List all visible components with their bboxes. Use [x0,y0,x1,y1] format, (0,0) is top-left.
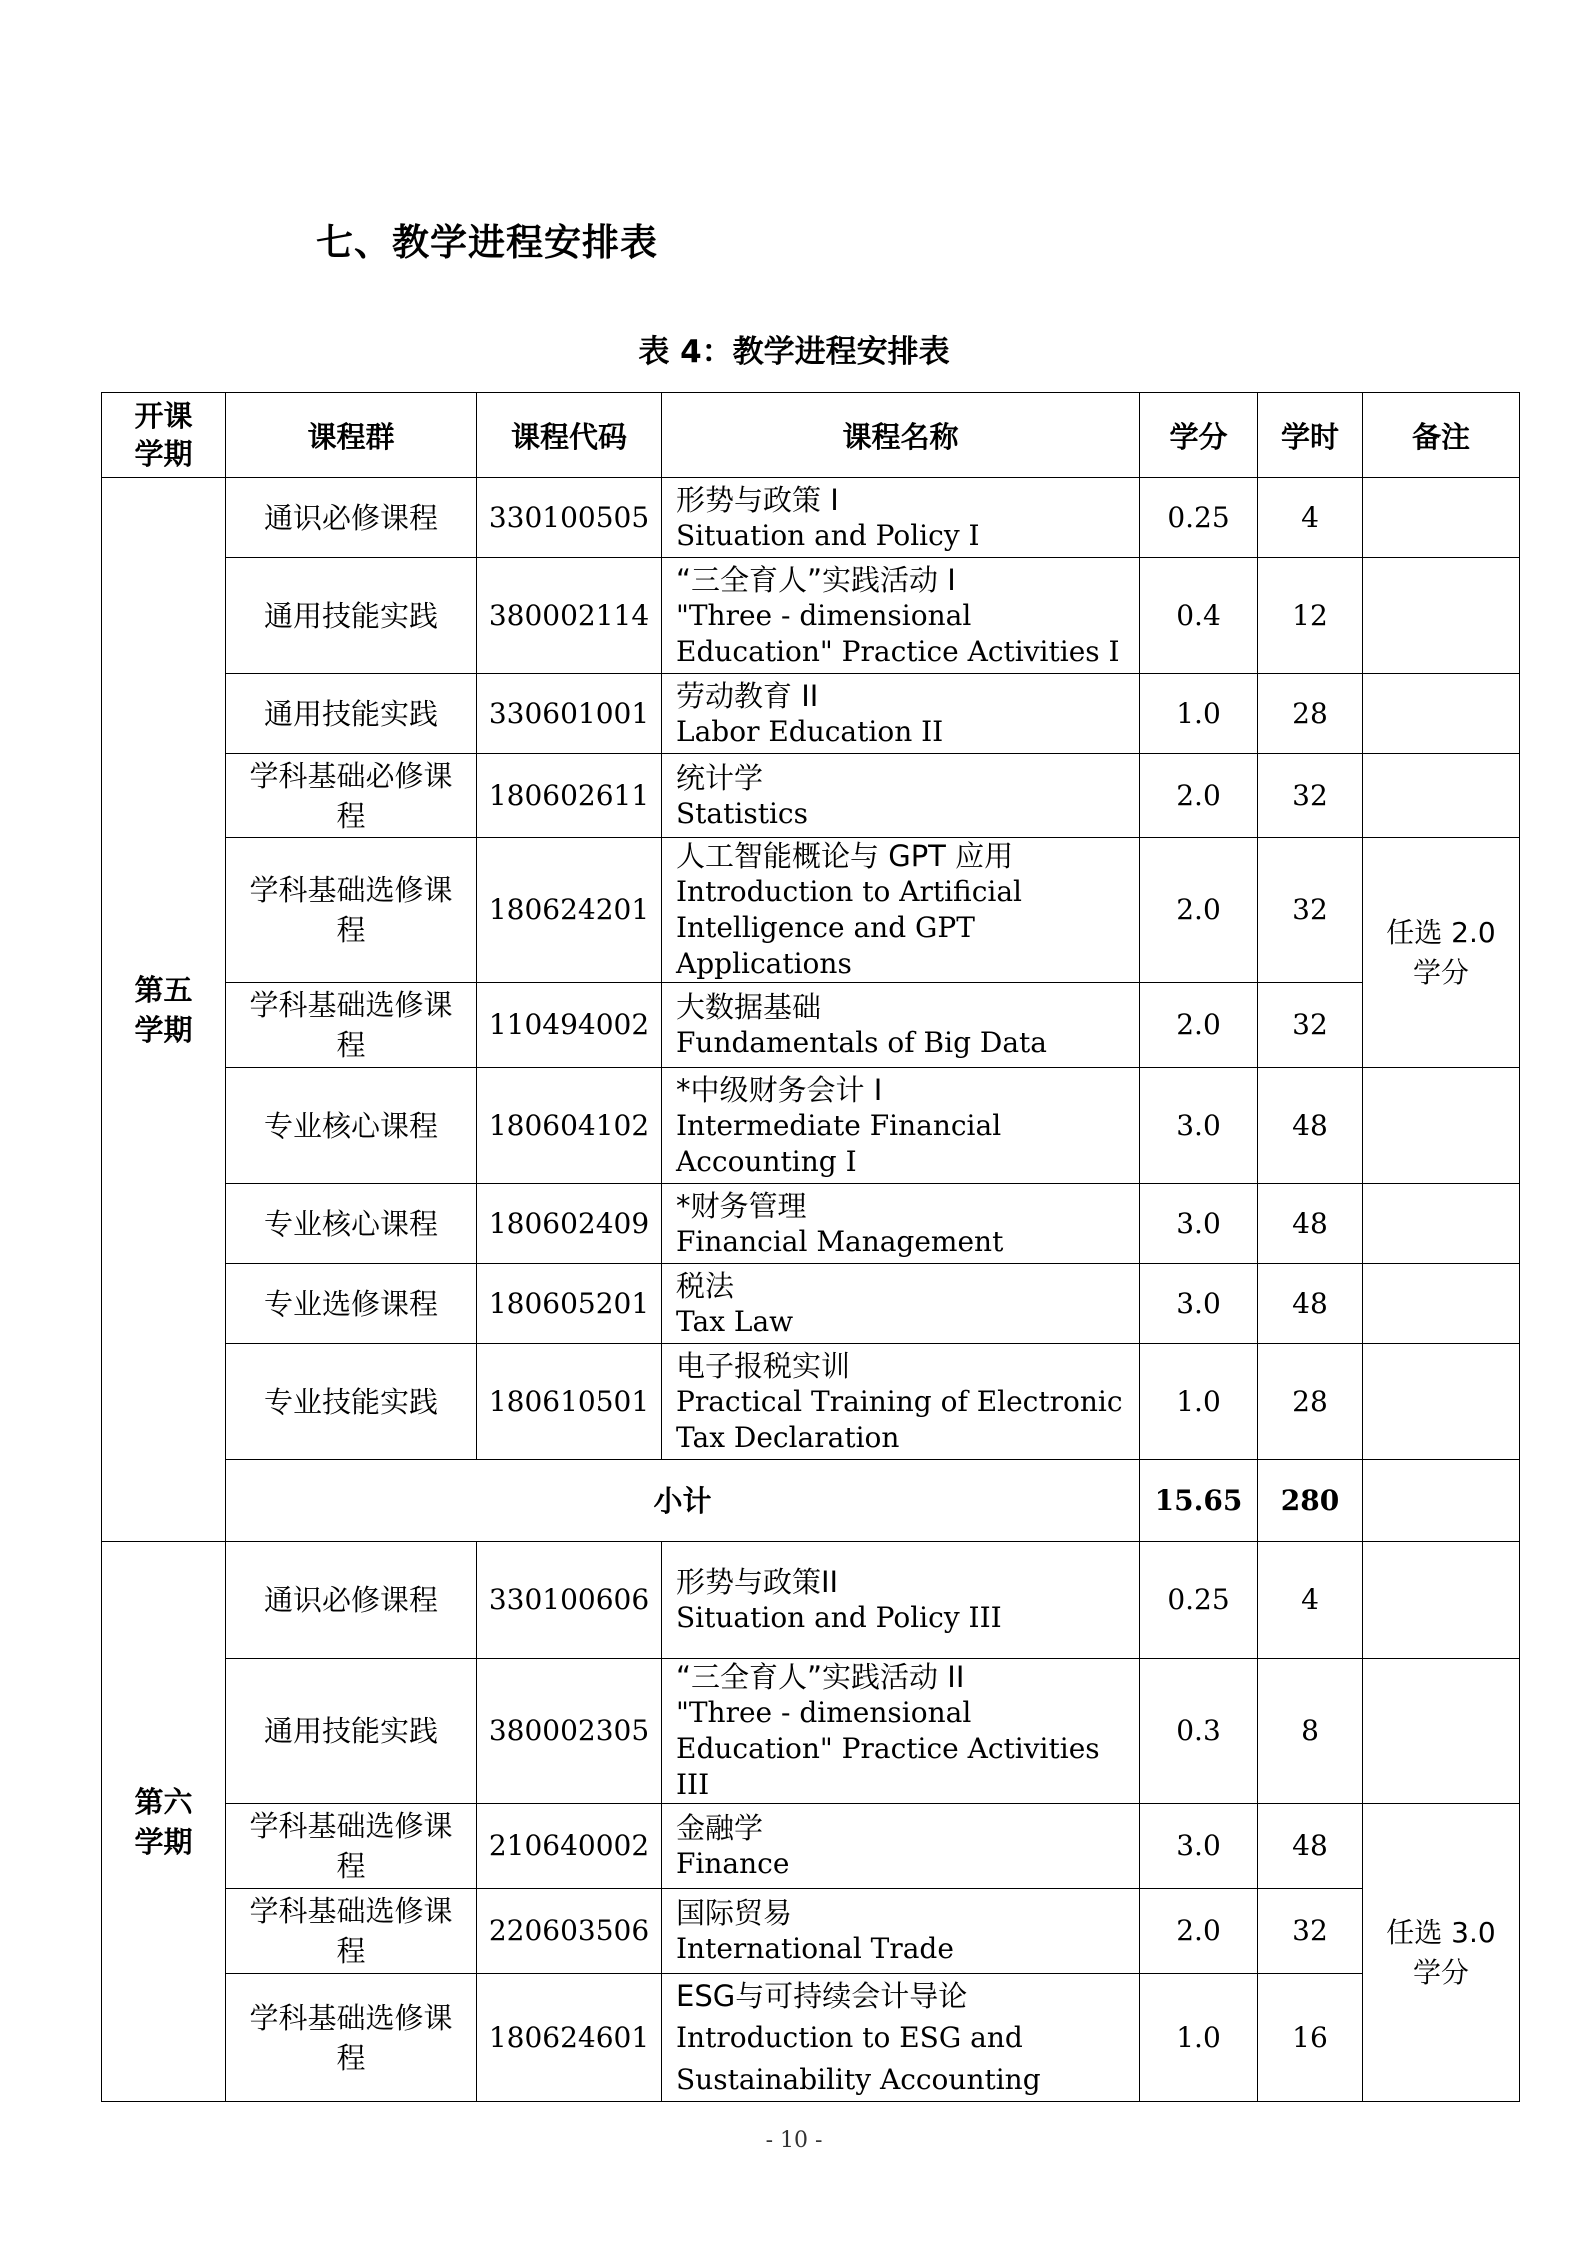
subtotal-row [102,1460,1520,1542]
course-credit: 1.0 [1140,674,1258,754]
course-hours: 12 [1258,558,1363,674]
table-row [102,1804,1520,1889]
subtotal-hours: 280 [1258,1460,1363,1542]
course-hours: 32 [1258,838,1363,983]
semester-5-label: 第五 学期 [102,478,226,1542]
course-group: 通识必修课程 [226,478,477,558]
table-row [102,1184,1520,1264]
course-group: 通识必修课程 [226,1542,477,1659]
course-hours: 32 [1258,754,1363,838]
table-row [102,1344,1520,1460]
header-code: 课程代码 [477,393,662,478]
subtotal-label: 小计 [226,1460,1140,1542]
course-credit: 2.0 [1140,983,1258,1068]
course-hours: 32 [1258,983,1363,1068]
course-credit: 1.0 [1140,1974,1258,2102]
course-name-en: Introduction to Artificial Intelligence and GPT Applications [676,875,1023,980]
header-row [102,393,1520,478]
course-name-en: Tax Law [676,1304,794,1338]
table-row [102,1659,1520,1804]
course-name-zh: “三全育人”实践活动 I [676,562,956,597]
course-name [662,1889,1140,1974]
course-code: 210640002 [477,1804,662,1889]
header-group: 课程群 [226,393,477,478]
course-name-zh: 劳动教育 II [676,678,819,713]
course-group: 专业核心课程 [226,1068,477,1184]
course-name-zh: 统计学 [676,760,764,795]
header-credit: 学分 [1140,393,1258,478]
course-hours: 48 [1258,1264,1363,1344]
course-note [1363,1344,1520,1460]
subtotal-credit: 15.65 [1140,1460,1258,1542]
course-name-en: Introduction to ESG and Sustainability Accounting [676,2020,1041,2096]
course-name-zh: *财务管理 [676,1188,807,1223]
course-name-zh: 国际贸易 [676,1896,793,1930]
header-note: 备注 [1363,393,1520,478]
course-group: 学科基础选修课程 [226,1974,477,2102]
table-row [102,983,1520,1068]
course-name [662,1344,1140,1460]
course-group: 通用技能实践 [226,674,477,754]
course-hours: 48 [1258,1184,1363,1264]
course-hours: 28 [1258,1344,1363,1460]
course-name-en: "Three - dimensional Education" Practice Activities III [676,1696,1100,1801]
course-name [662,1184,1140,1264]
course-code: 220603506 [477,1889,662,1974]
table-row [102,838,1520,983]
table-row [102,674,1520,754]
course-name-zh: 大数据基础 [676,990,822,1024]
course-note [1363,558,1520,674]
course-name-en: Situation and Policy III [676,1601,1002,1634]
course-group: 学科基础选修课程 [226,1889,477,1974]
course-name [662,838,1140,983]
table-row [102,1068,1520,1184]
course-credit: 2.0 [1140,1889,1258,1974]
header-hours: 学时 [1258,393,1363,478]
course-credit: 3.0 [1140,1804,1258,1889]
course-code: 180602611 [477,754,662,838]
course-group: 专业选修课程 [226,1264,477,1344]
table-row [102,1264,1520,1344]
course-credit: 3.0 [1140,1264,1258,1344]
course-hours: 16 [1258,1974,1363,2102]
course-name [662,674,1140,754]
course-name [662,1542,1140,1659]
course-credit: 2.0 [1140,838,1258,983]
course-hours: 8 [1258,1659,1363,1804]
course-hours: 48 [1258,1068,1363,1184]
header-name: 课程名称 [662,393,1140,478]
course-name-en: Labor Education II [676,714,944,748]
course-credit: 0.25 [1140,478,1258,558]
course-credit: 1.0 [1140,1344,1258,1460]
course-name [662,558,1140,674]
course-name [662,754,1140,838]
course-code: 330100505 [477,478,662,558]
course-name-en: Fundamentals of Big Data [676,1026,1047,1059]
course-hours: 4 [1258,1542,1363,1659]
course-name-zh: 人工智能概论与 GPT 应用 [676,839,1014,873]
section-heading: 七、教学进程安排表 [316,221,658,264]
course-name-zh: 形势与政策 I [676,482,839,517]
course-credit: 3.0 [1140,1184,1258,1264]
course-name-zh: 形势与政策II [676,1565,839,1599]
course-name-zh: 税法 [676,1268,735,1303]
course-credit: 0.3 [1140,1659,1258,1804]
table-row [102,1974,1520,2102]
course-name-zh: “三全育人”实践活动 II [676,1660,965,1694]
course-name-en: "Three - dimensional Education" Practice Activities I [676,598,1120,668]
course-name-zh: *中级财务会计 I [676,1072,883,1107]
course-group: 学科基础选修课程 [226,838,477,983]
course-note [1363,1542,1520,1659]
course-group: 通用技能实践 [226,1659,477,1804]
course-name-en: Practical Training of Electronic Tax Declaration [676,1384,1123,1454]
course-hours: 4 [1258,478,1363,558]
course-code: 180624201 [477,838,662,983]
table-row [102,478,1520,558]
course-code: 180605201 [477,1264,662,1344]
course-name-en: International Trade [676,1932,954,1965]
table-row [102,558,1520,674]
schedule-table [101,392,1520,2102]
course-group: 专业核心课程 [226,1184,477,1264]
course-code: 380002114 [477,558,662,674]
subtotal-note [1363,1460,1520,1542]
course-note [1363,478,1520,558]
course-name-en: Finance [676,1847,790,1880]
elective-note: 任选 2.0 学分 [1363,838,1520,1068]
course-name [662,983,1140,1068]
course-credit: 3.0 [1140,1068,1258,1184]
table-row [102,1542,1520,1659]
course-code: 330601001 [477,674,662,754]
course-group: 通用技能实践 [226,558,477,674]
page-number: - 10 - [765,2128,823,2153]
elective-note: 任选 3.0 学分 [1363,1804,1520,2102]
course-code: 180602409 [477,1184,662,1264]
course-group: 专业技能实践 [226,1344,477,1460]
course-name-zh: 金融学 [676,1811,764,1845]
course-name [662,1974,1140,2102]
course-name-en: Intermediate Financial Accounting I [676,1108,1002,1178]
course-name [662,1264,1140,1344]
course-note [1363,1264,1520,1344]
course-name-en: Statistics [676,796,808,830]
course-hours: 48 [1258,1804,1363,1889]
course-name-en: Financial Management [676,1224,1004,1258]
course-hours: 32 [1258,1889,1363,1974]
table-row [102,754,1520,838]
course-group: 学科基础必修课程 [226,754,477,838]
course-code: 180604102 [477,1068,662,1184]
header-semester: 开课 学期 [102,393,226,478]
table-caption: 表 4：教学进程安排表 [638,334,950,370]
course-note [1363,1659,1520,1804]
course-credit: 0.25 [1140,1542,1258,1659]
course-code: 180610501 [477,1344,662,1460]
course-name [662,1068,1140,1184]
course-credit: 2.0 [1140,754,1258,838]
course-note [1363,674,1520,754]
course-group: 学科基础选修课程 [226,983,477,1068]
course-name [662,1804,1140,1889]
course-name-en: Situation and Policy I [676,518,980,552]
course-name-zh: ESG与可持续会计导论 [676,1978,968,2013]
semester-6-label: 第六 学期 [102,1542,226,2102]
course-group: 学科基础选修课程 [226,1804,477,1889]
course-hours: 28 [1258,674,1363,754]
course-code: 380002305 [477,1659,662,1804]
course-note [1363,1068,1520,1184]
course-note [1363,754,1520,838]
course-credit: 0.4 [1140,558,1258,674]
course-code: 330100606 [477,1542,662,1659]
course-code: 110494002 [477,983,662,1068]
table-row [102,1889,1520,1974]
course-name [662,478,1140,558]
course-name [662,1659,1140,1804]
course-name-zh: 电子报税实训 [676,1348,851,1383]
course-note [1363,1184,1520,1264]
course-code: 180624601 [477,1974,662,2102]
